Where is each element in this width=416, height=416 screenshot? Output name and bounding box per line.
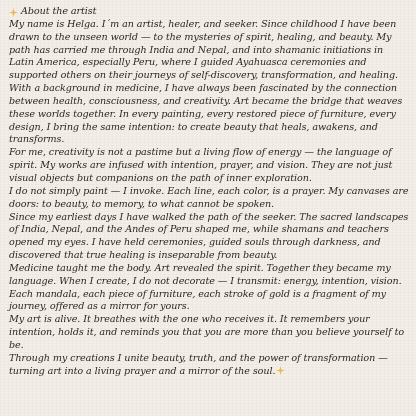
section-heading <box>9 6 409 19</box>
sparkle-icon <box>9 8 18 17</box>
bio-paragraph: I do not simply paint — I invoke. Each line, each color, is a prayer. My canvases are doors: to beauty, to memory, to what cannot be spoken. <box>9 185 409 210</box>
sparkle-icon <box>276 366 285 375</box>
heading-text: About the artist <box>21 6 97 17</box>
bio-paragraph: For me, creativity is not a pastime but a living flow of energy — the language of spirit. My works are infused with intention, prayer, and vision. They are not just visual objects but companions on the path of inner exploration. <box>9 147 393 184</box>
artist-bio <box>9 6 409 378</box>
bio-paragraph: Medicine taught me the body. Art revealed the spirit. Together they became my language. When I create, I do not decorate — I transmit: energy, intention, vision. Each mandala, each piece of furniture, each stroke of gold is a fragment of my journey, offered as a mirror for yours. <box>9 262 402 313</box>
bio-paragraph: With a background in medicine, I have always been fascinated by the connection between health, consciousness, and creativity. Art became the bridge that weaves these worlds together. In every painting, every restored piece of furniture, every design, I bring the same intention: to create beauty that heals, awakens, and transforms. <box>9 83 403 146</box>
closing-text: Through my creations I unite beauty, truth, and the power of transformation — turning art into a living prayer and a mirror of the soul. <box>9 352 388 377</box>
bio-paragraph: My name is Helga. I´m an artist, healer, and seeker. Since childhood I have been drawn to the unseen world — to the mysteries of spirit, healing, and beauty. My path has carried me through India and Nepal, and into shamanic initiations in Latin America, especially Peru, where I guided Ayahuasca ceremonies and supported others on their journeys of self-discovery, transformation, and healing. <box>9 18 398 82</box>
bio-paragraph: Since my earliest days I have walked the path of the seeker. The sacred landscapes of India, Nepal, and the Andes of Peru shaped me, while shamans and teachers opened my eyes. I have held ceremonies, guided souls through darkness, and discovered that true healing is inseparable from beauty. <box>9 211 409 262</box>
bio-paragraph: My art is alive. It breathes with the one who receives it. It remembers your intention, holds it, and reminds you that you are more than you believe yourself to be. <box>9 314 405 351</box>
closing-paragraph <box>9 353 409 379</box>
